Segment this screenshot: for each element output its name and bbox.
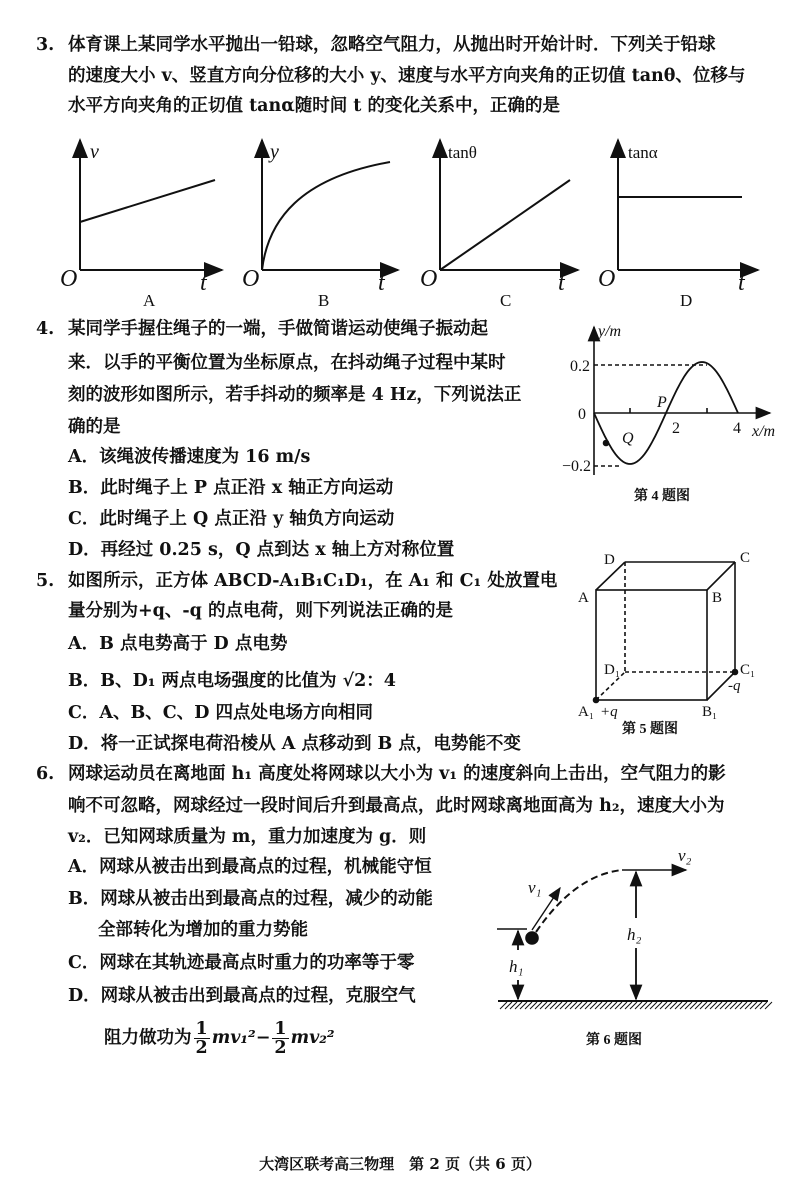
wave-xlabel: x/m bbox=[752, 423, 776, 440]
graph-b-option: B bbox=[318, 291, 330, 310]
wave-ytick: 0.2 bbox=[570, 358, 590, 375]
vertex-a: A bbox=[578, 590, 589, 606]
graph-c-origin: O bbox=[420, 266, 438, 292]
wave-figure bbox=[594, 327, 770, 475]
vertex-b1: B₁ bbox=[702, 704, 718, 720]
cube-caption: 第 5 题图 bbox=[622, 722, 678, 737]
q5-option-c: C．A、B、C、D 四点处电场方向相同 bbox=[68, 703, 373, 723]
q6-line: v₂．已知网球质量为 m，重力加速度为 g．则 bbox=[68, 827, 427, 847]
label-h2: h₂ bbox=[627, 925, 642, 944]
q5-option-a: A．B 点电势高于 D 点电势 bbox=[68, 634, 288, 654]
vertex-a1: A₁ bbox=[578, 704, 595, 720]
graph-a-ylabel: v bbox=[90, 141, 99, 163]
q4-line: 确的是 bbox=[68, 417, 121, 437]
graph-a-xlabel: t bbox=[200, 270, 207, 296]
q4-line: 来．以手的平衡位置为坐标原点，在抖动绳子过程中某时 bbox=[68, 353, 506, 373]
q4-option-a: A．该绳波传播速度为 16 m/s bbox=[68, 447, 311, 467]
graph-d-origin: O bbox=[598, 266, 616, 292]
q6-formula bbox=[104, 1020, 335, 1057]
graph-c-ylabel: tanθ bbox=[448, 143, 477, 162]
q6-option-b-cont: 全部转化为增加的重力势能 bbox=[98, 920, 308, 940]
graph-d-option: D bbox=[680, 291, 693, 310]
graph-d-xlabel: t bbox=[738, 270, 745, 296]
vertex-c: C bbox=[740, 550, 751, 566]
q6-option-a: A．网球从被击出到最高点的过程，机械能守恒 bbox=[68, 857, 432, 877]
point-q bbox=[604, 441, 609, 446]
label-h1: h₁ bbox=[509, 957, 524, 976]
q4-line: 某同学手握住绳子的一端，手做简谐运动使绳子振动起 bbox=[68, 319, 488, 339]
q5-number: 5. bbox=[36, 571, 55, 591]
frac-den: 2 bbox=[195, 1038, 208, 1058]
graph-c-line bbox=[440, 180, 570, 270]
q6-line: 网球运动员在离地面 h₁ 高度处将网球以大小为 v₁ 的速度斜向上击出，空气阻力的影 bbox=[68, 764, 726, 784]
formula-term1: mv₁² bbox=[211, 1028, 256, 1048]
q5-line: 量分别为+q、-q 的点电荷，则下列说法正确的是 bbox=[68, 601, 453, 621]
graph-a-origin: O bbox=[60, 266, 78, 292]
frac-den: 2 bbox=[274, 1038, 287, 1058]
graph-c-option: C bbox=[500, 291, 512, 310]
cube-figure bbox=[594, 562, 738, 703]
label-v1: v₁ bbox=[528, 878, 542, 897]
q5-option-b: B．B、D₁ 两点电场强度的比值为 √2：4 bbox=[68, 671, 396, 691]
page-footer: 大湾区联考高三物理 第 2 页（共 6 页） bbox=[259, 1155, 541, 1173]
q3-number: 3. bbox=[36, 35, 55, 55]
q4-line: 刻的波形如图所示，若手抖动的频率是 4 Hz，下列说法正 bbox=[68, 385, 522, 405]
formula-prefix: 阻力做功为 bbox=[104, 1028, 192, 1048]
vertex-c1: C₁ bbox=[740, 662, 756, 678]
trajectory-caption: 第 6 题图 bbox=[586, 1033, 642, 1048]
charge-neg-label: -q bbox=[728, 678, 741, 694]
wave-xtick: 2 bbox=[672, 420, 680, 437]
q6-option-c: C．网球在其轨迹最高点时重力的功率等于零 bbox=[68, 953, 415, 973]
formula-minus: − bbox=[255, 1028, 271, 1048]
label-q: Q bbox=[622, 430, 634, 447]
graph-b-origin: O bbox=[242, 266, 260, 292]
q3-line: 的速度大小 v、竖直方向分位移的大小 y、速度与水平方向夹角的正切值 tanθ、位移与 bbox=[68, 66, 746, 86]
frac-num: 1 bbox=[274, 1019, 287, 1039]
graph-b-curve bbox=[262, 162, 390, 270]
q5-line: 如图所示，正方体 ABCD-A₁B₁C₁D₁，在 A₁ 和 C₁ 处放置电 bbox=[68, 571, 558, 591]
q6-line: 响不可忽略，网球经过一段时间后升到最高点，此时网球离地面高为 h₂，速度大小为 bbox=[68, 796, 725, 816]
wave-caption: 第 4 题图 bbox=[634, 489, 690, 504]
graph-b bbox=[262, 140, 398, 270]
graph-b-ylabel: y bbox=[270, 141, 279, 163]
q3-line: 水平方向夹角的正切值 tanα随时间 t 的变化关系中，正确的是 bbox=[68, 96, 560, 116]
q6-option-d: D．网球从被击出到最高点的过程，克服空气 bbox=[68, 986, 416, 1006]
label-p: P bbox=[657, 394, 667, 411]
wave-ytick: 0 bbox=[578, 406, 586, 423]
q5-option-d: D．将一正试探电荷沿棱从 A 点移动到 B 点，电势能不变 bbox=[68, 734, 521, 754]
q4-option-c: C．此时绳子上 Q 点正沿 y 轴负方向运动 bbox=[68, 509, 395, 529]
graph-a-option: A bbox=[143, 291, 156, 310]
q4-number: 4. bbox=[36, 319, 55, 339]
trajectory-path bbox=[536, 870, 622, 932]
wave-xtick: 4 bbox=[733, 420, 741, 437]
q6-option-b: B．网球从被击出到最高点的过程，减少的动能 bbox=[68, 889, 433, 909]
graph-a bbox=[80, 140, 222, 270]
vertex-d1: D₁ bbox=[604, 662, 621, 678]
wave-ytick: −0.2 bbox=[562, 458, 592, 475]
wave-ylabel: y/m bbox=[598, 323, 622, 340]
graph-b-xlabel: t bbox=[378, 270, 385, 296]
q3-line: 体育课上某同学水平抛出一铅球，忽略空气阻力，从抛出时开始计时．下列关于铅球 bbox=[68, 35, 716, 55]
q4-option-d: D．再经过 0.25 s，Q 点到达 x 轴上方对称位置 bbox=[68, 540, 455, 560]
vertex-b: B bbox=[712, 590, 723, 606]
charge-c1 bbox=[733, 670, 738, 675]
charge-pos-label: +q bbox=[600, 704, 618, 720]
charge-a1 bbox=[594, 698, 599, 703]
label-v2: v₂ bbox=[678, 846, 692, 865]
vertex-d: D bbox=[604, 552, 615, 568]
q6-number: 6. bbox=[36, 764, 55, 784]
frac-num: 1 bbox=[195, 1019, 208, 1039]
ball bbox=[526, 932, 538, 944]
graph-a-line bbox=[80, 180, 215, 222]
q4-option-b: B．此时绳子上 P 点正沿 x 轴正方向运动 bbox=[68, 478, 394, 498]
graph-c-xlabel: t bbox=[558, 270, 565, 296]
graph-d-ylabel: tanα bbox=[628, 143, 658, 162]
formula-term2: mv₂² bbox=[290, 1028, 335, 1048]
